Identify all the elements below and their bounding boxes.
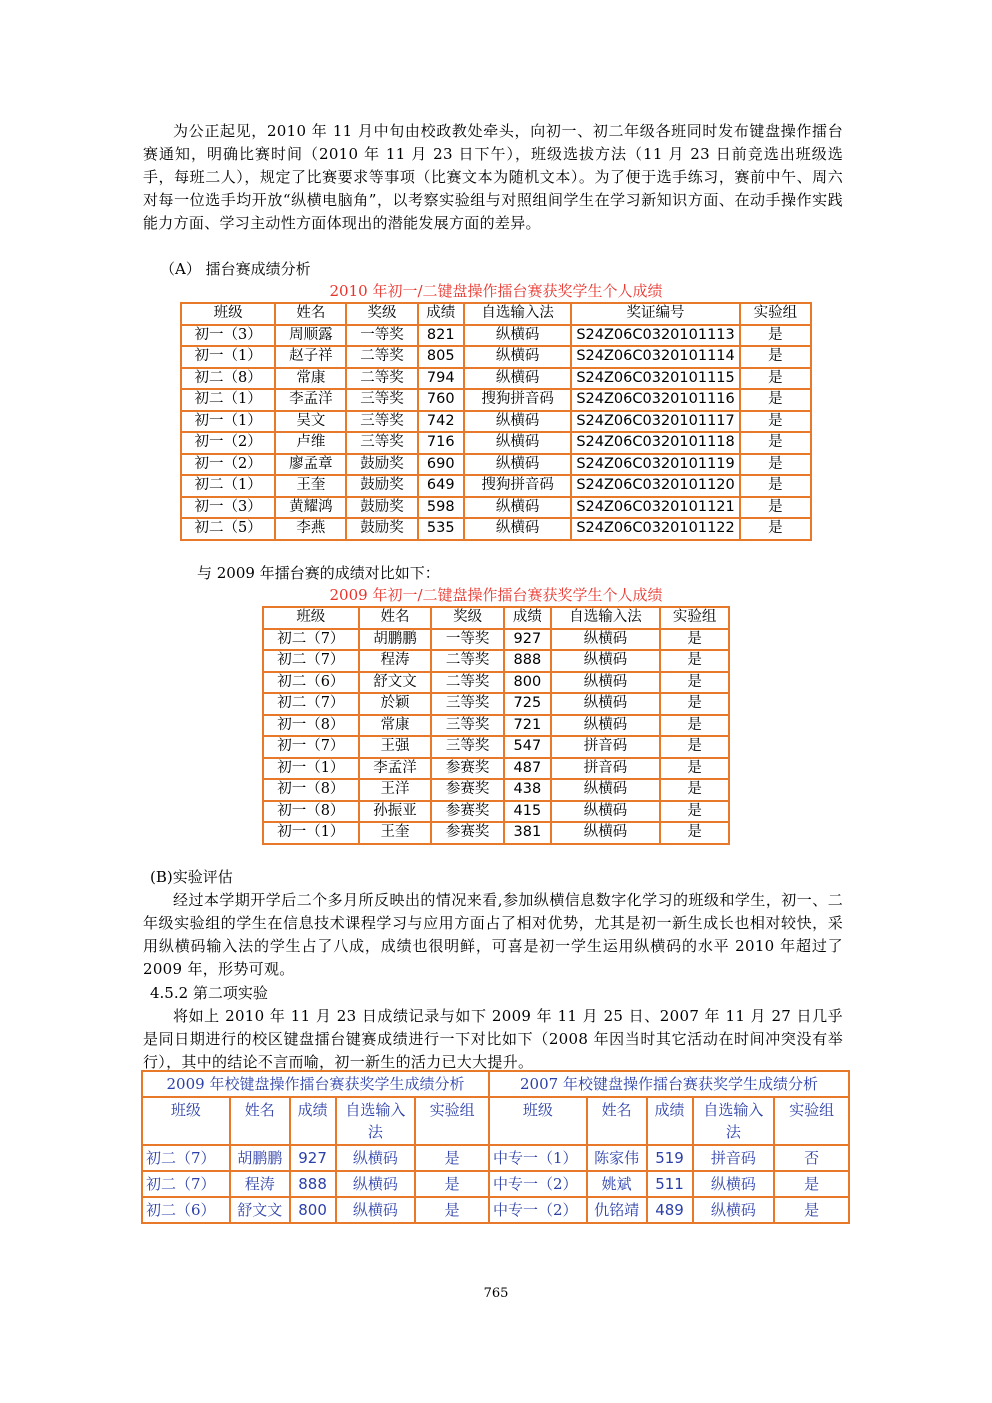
table-cell: 拼音码	[551, 736, 660, 758]
table-cell: 纵横码	[464, 518, 571, 540]
table-cell: 初一（3）	[181, 497, 275, 519]
table-cell: 是	[660, 650, 729, 672]
table-cell: 李燕	[275, 518, 346, 540]
table-cell: 927	[504, 629, 551, 651]
section-452-heading: 4.5.2 第二项实验	[150, 984, 268, 1002]
table-header-cell: 成绩	[504, 607, 551, 629]
table-cell: 纵横码	[693, 1171, 775, 1197]
table-cell: 初二（7）	[142, 1171, 230, 1197]
table-cell: S24Z06C0320101122	[571, 518, 739, 540]
table-cell: 胡鹏鹏	[230, 1145, 290, 1171]
table-cell: 是	[660, 758, 729, 780]
table-cell: 纵横码	[551, 629, 660, 651]
table-row	[142, 1171, 849, 1197]
table-cell: 纵横码	[693, 1197, 775, 1223]
table-cell: S24Z06C0320101113	[571, 325, 739, 347]
table-cell: 888	[290, 1171, 336, 1197]
table-cell: 黄耀鸿	[275, 497, 346, 519]
table-cell: 800	[504, 672, 551, 694]
table-cell: 888	[504, 650, 551, 672]
table-cell: 纵横码	[336, 1171, 416, 1197]
table-cell: 鼓励奖	[346, 475, 417, 497]
table-cell: S24Z06C0320101115	[571, 368, 739, 390]
table-cell: 中专一（2）	[489, 1171, 587, 1197]
table-cell: 805	[418, 346, 464, 368]
table-cell: 初二（5）	[181, 518, 275, 540]
table-cell: 511	[647, 1171, 693, 1197]
table-header-cell: 成绩	[290, 1097, 336, 1145]
table-cell: 参赛奖	[431, 822, 504, 844]
table-cell: 794	[418, 368, 464, 390]
table-cell: 鼓励奖	[346, 454, 417, 476]
table-cell: 一等奖	[346, 325, 417, 347]
table-row	[263, 779, 729, 801]
table-cell: 初二（1）	[181, 389, 275, 411]
table-header-cell: 奖级	[346, 303, 417, 325]
table-cell: 三等奖	[431, 715, 504, 737]
table-cell: 是	[740, 497, 811, 519]
table-cell: 参赛奖	[431, 779, 504, 801]
table-cell: 一等奖	[431, 629, 504, 651]
table-row	[181, 346, 811, 368]
table-header-cell: 姓名	[359, 607, 432, 629]
table-cell: S24Z06C0320101121	[571, 497, 739, 519]
table-cell: S24Z06C0320101117	[571, 411, 739, 433]
table-cell: 纵横码	[336, 1145, 416, 1171]
table-cell: 是	[660, 672, 729, 694]
table-cell: 690	[418, 454, 464, 476]
table-cell: 纵横码	[551, 822, 660, 844]
table-2010-caption: 2010 年初一/二键盘操作擂台赛获奖学生个人成绩	[329, 282, 663, 300]
table-cell: 742	[418, 411, 464, 433]
table-cell: 参赛奖	[431, 801, 504, 823]
table-header-cell: 班级	[142, 1097, 230, 1145]
table-cell: 489	[647, 1197, 693, 1223]
table-row	[263, 672, 729, 694]
table-cell: S24Z06C0320101119	[571, 454, 739, 476]
table-cell: 598	[418, 497, 464, 519]
table-cell: 赵子祥	[275, 346, 346, 368]
table-cell: 常康	[359, 715, 432, 737]
table-cell: 纵横码	[464, 411, 571, 433]
table-cell: 纵横码	[464, 325, 571, 347]
table-cell: 初二（7）	[142, 1145, 230, 1171]
table-cell: 中专一（1）	[489, 1145, 587, 1171]
table-cell: 是	[660, 736, 729, 758]
table-cell: 纵横码	[464, 346, 571, 368]
table-row	[263, 693, 729, 715]
table-cell: 是	[740, 432, 811, 454]
table-header-cell: 自选输入法	[693, 1097, 775, 1145]
table-cell: 姚斌	[587, 1171, 647, 1197]
table-cell: 初一（3）	[181, 325, 275, 347]
table-row	[263, 715, 729, 737]
table-cell: 初一（2）	[181, 432, 275, 454]
table-cell: 是	[740, 454, 811, 476]
table-header-cell: 实验组	[660, 607, 729, 629]
table-cell: 王奎	[275, 475, 346, 497]
table-cell: 中专一（2）	[489, 1197, 587, 1223]
table-cell: 纵横码	[464, 432, 571, 454]
table-cell: 是	[740, 389, 811, 411]
intro-paragraph: 为公正起见，2010 年 11 月中旬由校政教处牵头，向初一、初二年级各班同时发布键盘操作擂台赛通知，明确比赛时间（2010 年 11 月 23 日下午），班级选拔方法（11 月 23 日前竞选出班级选手，每班二人），规定了比赛要求等事项（比赛文本为随机文本）。为了便于选手练习，赛前中午、周六对每一位选手均开放“纵横电脑角”，以考察实验组与对照组间学生在学习新知识方面、在动手操作实践能力方面、学习主动性方面体现出的潜能发展方面的差异。	[143, 122, 843, 232]
table-cell: 初一（8）	[263, 715, 359, 737]
table-cell: 王奎	[359, 822, 432, 844]
table-cell: 纵横码	[464, 368, 571, 390]
table-header-cell: 自选输入法	[336, 1097, 416, 1145]
compare-right-title: 2007 年校键盘操作擂台赛获奖学生成绩分析	[489, 1071, 849, 1097]
table-row	[142, 1197, 849, 1223]
table-header-cell: 成绩	[418, 303, 464, 325]
table-cell: 鼓励奖	[346, 518, 417, 540]
compare-left-title: 2009 年校键盘操作擂台赛获奖学生成绩分析	[142, 1071, 489, 1097]
table-cell: 721	[504, 715, 551, 737]
table-cell: 纵横码	[551, 715, 660, 737]
table-cell: 纵横码	[551, 650, 660, 672]
table-cell: 初一（8）	[263, 801, 359, 823]
table-cell: 纵横码	[551, 801, 660, 823]
table-2010	[180, 302, 812, 541]
table-header-cell: 成绩	[647, 1097, 693, 1145]
table-cell: 舒文文	[230, 1197, 290, 1223]
table-cell: 拼音码	[693, 1145, 775, 1171]
table-header-cell: 实验组	[415, 1097, 489, 1145]
table-row	[263, 758, 729, 780]
table-row	[181, 368, 811, 390]
table-row	[142, 1145, 849, 1171]
page-number: 765	[483, 1286, 509, 1301]
table-row	[181, 411, 811, 433]
table-cell: 是	[660, 629, 729, 651]
table-header-cell: 班级	[181, 303, 275, 325]
table-cell: 438	[504, 779, 551, 801]
table-cell: 716	[418, 432, 464, 454]
table-cell: 是	[740, 475, 811, 497]
table-row	[181, 325, 811, 347]
table-cell: 纵横码	[551, 779, 660, 801]
table-cell: 程涛	[359, 650, 432, 672]
table-cell: 卢维	[275, 432, 346, 454]
table-cell: 是	[774, 1197, 849, 1223]
table-cell: 李孟洋	[275, 389, 346, 411]
table-cell: 三等奖	[431, 693, 504, 715]
table-row	[263, 822, 729, 844]
table-cell: 821	[418, 325, 464, 347]
table-cell: 初二（8）	[181, 368, 275, 390]
table-cell: 725	[504, 693, 551, 715]
exp2-paragraph: 将如上 2010 年 11 月 23 日成绩记录与如下 2009 年 11 月 25 日、2007 年 11 月 27 日几乎是同日期进行的校区键盘擂台键赛成绩进行一下对比如下（2008 年因当时其它活动在时间冲突没有举行），其中的结论不言而喻，初一新生的活力已大大提升。	[143, 1007, 843, 1071]
compare-table	[141, 1070, 850, 1224]
table-cell: 胡鹏鹏	[359, 629, 432, 651]
table-cell: 纵横码	[464, 497, 571, 519]
table-cell: 程涛	[230, 1171, 290, 1197]
table-cell: 李孟洋	[359, 758, 432, 780]
table-row	[263, 801, 729, 823]
table-header-cell: 奖证编号	[571, 303, 739, 325]
table-cell: 二等奖	[346, 346, 417, 368]
table-row	[181, 518, 811, 540]
table-cell: 仇铭靖	[587, 1197, 647, 1223]
table-cell: 是	[415, 1197, 489, 1223]
table-cell: 487	[504, 758, 551, 780]
table-cell: 415	[504, 801, 551, 823]
table-row	[181, 475, 811, 497]
table-cell: 519	[647, 1145, 693, 1171]
table-cell: 三等奖	[431, 736, 504, 758]
table-cell: 周顺露	[275, 325, 346, 347]
compare-line: 与 2009 年擂台赛的成绩对比如下：	[197, 564, 440, 582]
table-cell: 是	[660, 779, 729, 801]
table-cell: 是	[740, 346, 811, 368]
table-cell: 是	[660, 822, 729, 844]
table-cell: 初一（8）	[263, 779, 359, 801]
table-header-cell: 姓名	[275, 303, 346, 325]
table-2009-caption: 2009 年初一/二键盘操作擂台赛获奖学生个人成绩	[329, 586, 663, 604]
table-cell: 二等奖	[431, 672, 504, 694]
table-cell: 是	[740, 325, 811, 347]
table-cell: 649	[418, 475, 464, 497]
table-cell: 拼音码	[551, 758, 660, 780]
table-header-cell: 实验组	[740, 303, 811, 325]
section-a-heading: （A） 擂台赛成绩分析	[160, 260, 311, 278]
eval-paragraph: 经过本学期开学后二个多月所反映出的情况来看,参加纵横信息数字化学习的班级和学生，初一、二年级实验组的学生在信息技术课程学习与应用方面占了相对优势，尤其是初一新生成长也相对较快，采用纵横码输入法的学生占了八成，成绩也很明鲜，可喜是初一学生运用纵横码的水平 2010 年超过了 2009 年，形势可观。	[143, 891, 843, 978]
table-cell: 纵横码	[336, 1197, 416, 1223]
table-cell: 吴文	[275, 411, 346, 433]
table-cell: 常康	[275, 368, 346, 390]
table-cell: 陈家伟	[587, 1145, 647, 1171]
table-cell: 王强	[359, 736, 432, 758]
table-row	[181, 497, 811, 519]
table-cell: 孙振亚	[359, 801, 432, 823]
table-cell: 是	[774, 1171, 849, 1197]
table-cell: 三等奖	[346, 432, 417, 454]
table-row	[263, 629, 729, 651]
table-cell: 初二（7）	[263, 693, 359, 715]
table-cell: 初二（6）	[263, 672, 359, 694]
table-header-cell: 奖级	[431, 607, 504, 629]
table-cell: 初二（7）	[263, 629, 359, 651]
table-cell: 初一（7）	[263, 736, 359, 758]
table-cell: 760	[418, 389, 464, 411]
table-cell: 547	[504, 736, 551, 758]
table-cell: 初一（1）	[181, 411, 275, 433]
table-cell: 於颖	[359, 693, 432, 715]
table-cell: 廖孟章	[275, 454, 346, 476]
section-b-heading: (B)实验评估	[150, 868, 233, 886]
table-cell: 初二（6）	[142, 1197, 230, 1223]
table-header-cell: 姓名	[230, 1097, 290, 1145]
table-cell: 纵横码	[464, 454, 571, 476]
table-header-cell: 自选输入法	[551, 607, 660, 629]
table-cell: 初一（1）	[181, 346, 275, 368]
table-cell: 初二（7）	[263, 650, 359, 672]
table-cell: 三等奖	[346, 411, 417, 433]
table-header-cell: 班级	[489, 1097, 587, 1145]
table-cell: 是	[415, 1145, 489, 1171]
table-cell: S24Z06C0320101120	[571, 475, 739, 497]
table-cell: 否	[774, 1145, 849, 1171]
table-row	[181, 454, 811, 476]
table-cell: 800	[290, 1197, 336, 1223]
table-cell: 纵横码	[551, 672, 660, 694]
table-header-cell: 班级	[263, 607, 359, 629]
table-cell: S24Z06C0320101116	[571, 389, 739, 411]
table-cell: 参赛奖	[431, 758, 504, 780]
table-cell: 535	[418, 518, 464, 540]
table-header-cell: 自选输入法	[464, 303, 571, 325]
table-2009	[262, 606, 730, 845]
table-cell: 纵横码	[551, 693, 660, 715]
table-cell: S24Z06C0320101118	[571, 432, 739, 454]
table-cell: 初一（2）	[181, 454, 275, 476]
table-cell: 舒文文	[359, 672, 432, 694]
table-cell: 是	[660, 801, 729, 823]
table-cell: 381	[504, 822, 551, 844]
table-cell: 初一（1）	[263, 822, 359, 844]
table-cell: 927	[290, 1145, 336, 1171]
table-cell: 鼓励奖	[346, 497, 417, 519]
table-cell: 初二（1）	[181, 475, 275, 497]
table-cell: 是	[415, 1171, 489, 1197]
table-cell: 二等奖	[431, 650, 504, 672]
table-row	[263, 736, 729, 758]
table-cell: 搜狗拼音码	[464, 475, 571, 497]
table-cell: 是	[740, 411, 811, 433]
table-cell: 三等奖	[346, 389, 417, 411]
table-cell: 是	[740, 368, 811, 390]
table-cell: 初一（1）	[263, 758, 359, 780]
table-cell: 搜狗拼音码	[464, 389, 571, 411]
table-header-cell: 实验组	[774, 1097, 849, 1145]
table-cell: 是	[660, 715, 729, 737]
table-cell: 二等奖	[346, 368, 417, 390]
table-cell: 是	[740, 518, 811, 540]
table-header-cell: 姓名	[587, 1097, 647, 1145]
table-cell: 是	[660, 693, 729, 715]
table-cell: S24Z06C0320101114	[571, 346, 739, 368]
table-row	[181, 389, 811, 411]
table-row	[263, 650, 729, 672]
table-row	[181, 432, 811, 454]
table-cell: 王洋	[359, 779, 432, 801]
